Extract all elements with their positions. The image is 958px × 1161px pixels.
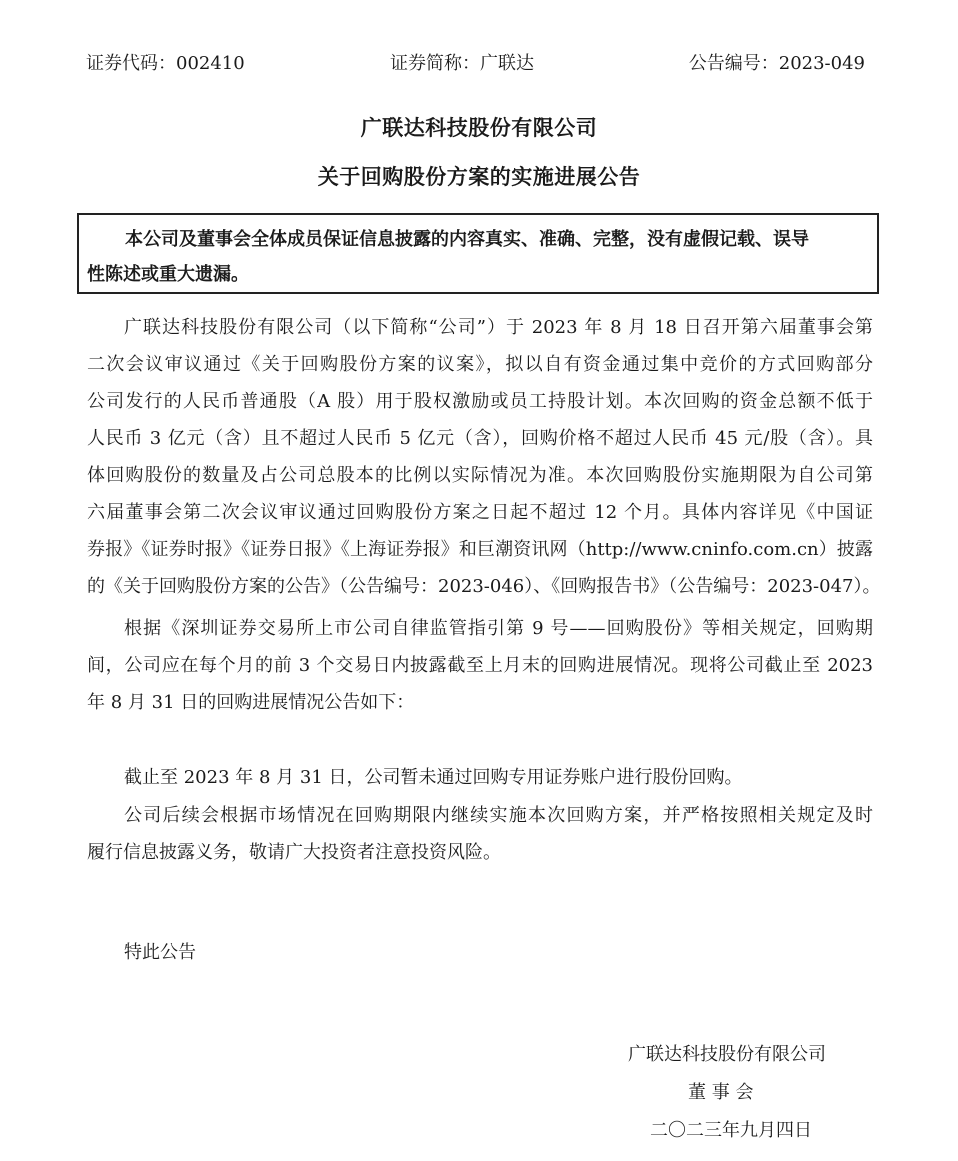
stock-abbreviation: 证券简称：广联达 — [390, 53, 534, 74]
text-line: 人民币 3 亿元（含）且不超过人民币 5 亿元（含），回购价格不超过人民币 45 元/股（含）。具 — [87, 428, 873, 449]
announcement-title: 关于回购股份方案的实施进展公告 — [317, 164, 641, 189]
text-line: 二次会议审议通过《关于回购股份方案的议案》，拟以自有资金通过集中竞价的方式回购部分 — [87, 354, 873, 375]
announcement-number: 公告编号：2023-049 — [688, 53, 865, 74]
text-line: 广联达科技股份有限公司（以下简称“公司”）于 2023 年 8 月 18 日召开第六届董事会第 — [124, 317, 873, 338]
text-line: 根据《深圳证券交易所上市公司自律监管指引第 9 号——回购股份》等相关规定，回购期 — [124, 618, 873, 639]
text-line: 年 8 月 31 日的回购进展情况公告如下： — [87, 692, 415, 713]
disclaimer-line: 本公司及董事会全体成员保证信息披露的内容真实、准确、完整，没有虚假记载、误导 — [125, 229, 809, 250]
closing-text: 特此公告 — [124, 942, 196, 963]
text-line: 间，公司应在每个月的前 3 个交易日内披露截至上月末的回购进展情况。现将公司截止至 2023 — [87, 655, 873, 676]
signature-date: 二〇二三年九月四日 — [650, 1120, 812, 1141]
signature-board: 董 事 会 — [688, 1082, 754, 1103]
stock-code: 证券代码：002410 — [86, 53, 245, 74]
disclaimer-box — [77, 213, 879, 294]
text-line: 截止至 2023 年 8 月 31 日，公司暂未通过回购专用证券账户进行股份回购。 — [124, 767, 743, 788]
text-line: 履行信息披露义务，敬请广大投资者注意投资风险。 — [87, 842, 501, 863]
text-line: 六届董事会第二次会议审议通过回购股份方案之日起不超过 12 个月。具体内容详见《中国证 — [87, 502, 873, 523]
text-line: 的《关于回购股份方案的公告》（公告编号：2023-046）、《回购报告书》（公告编号：2023-047）。 — [87, 576, 881, 597]
text-line: 体回购股份的数量及占公司总股本的比例以实际情况为准。本次回购股份实施期限为自公司第 — [87, 465, 873, 486]
signature-company: 广联达科技股份有限公司 — [628, 1044, 826, 1065]
company-title: 广联达科技股份有限公司 — [360, 115, 598, 140]
text-line: 公司发行的人民币普通股（A 股）用于股权激励或员工持股计划。本次回购的资金总额不低于 — [87, 391, 873, 412]
text-line: 券报》《证券时报》《证券日报》《上海证券报》和巨潮资讯网（http://www.cninfo.com.cn）披露 — [87, 539, 873, 560]
disclaimer-line: 性陈述或重大遗漏。 — [87, 264, 249, 285]
text-line: 公司后续会根据市场情况在回购期限内继续实施本次回购方案，并严格按照相关规定及时 — [124, 805, 873, 826]
